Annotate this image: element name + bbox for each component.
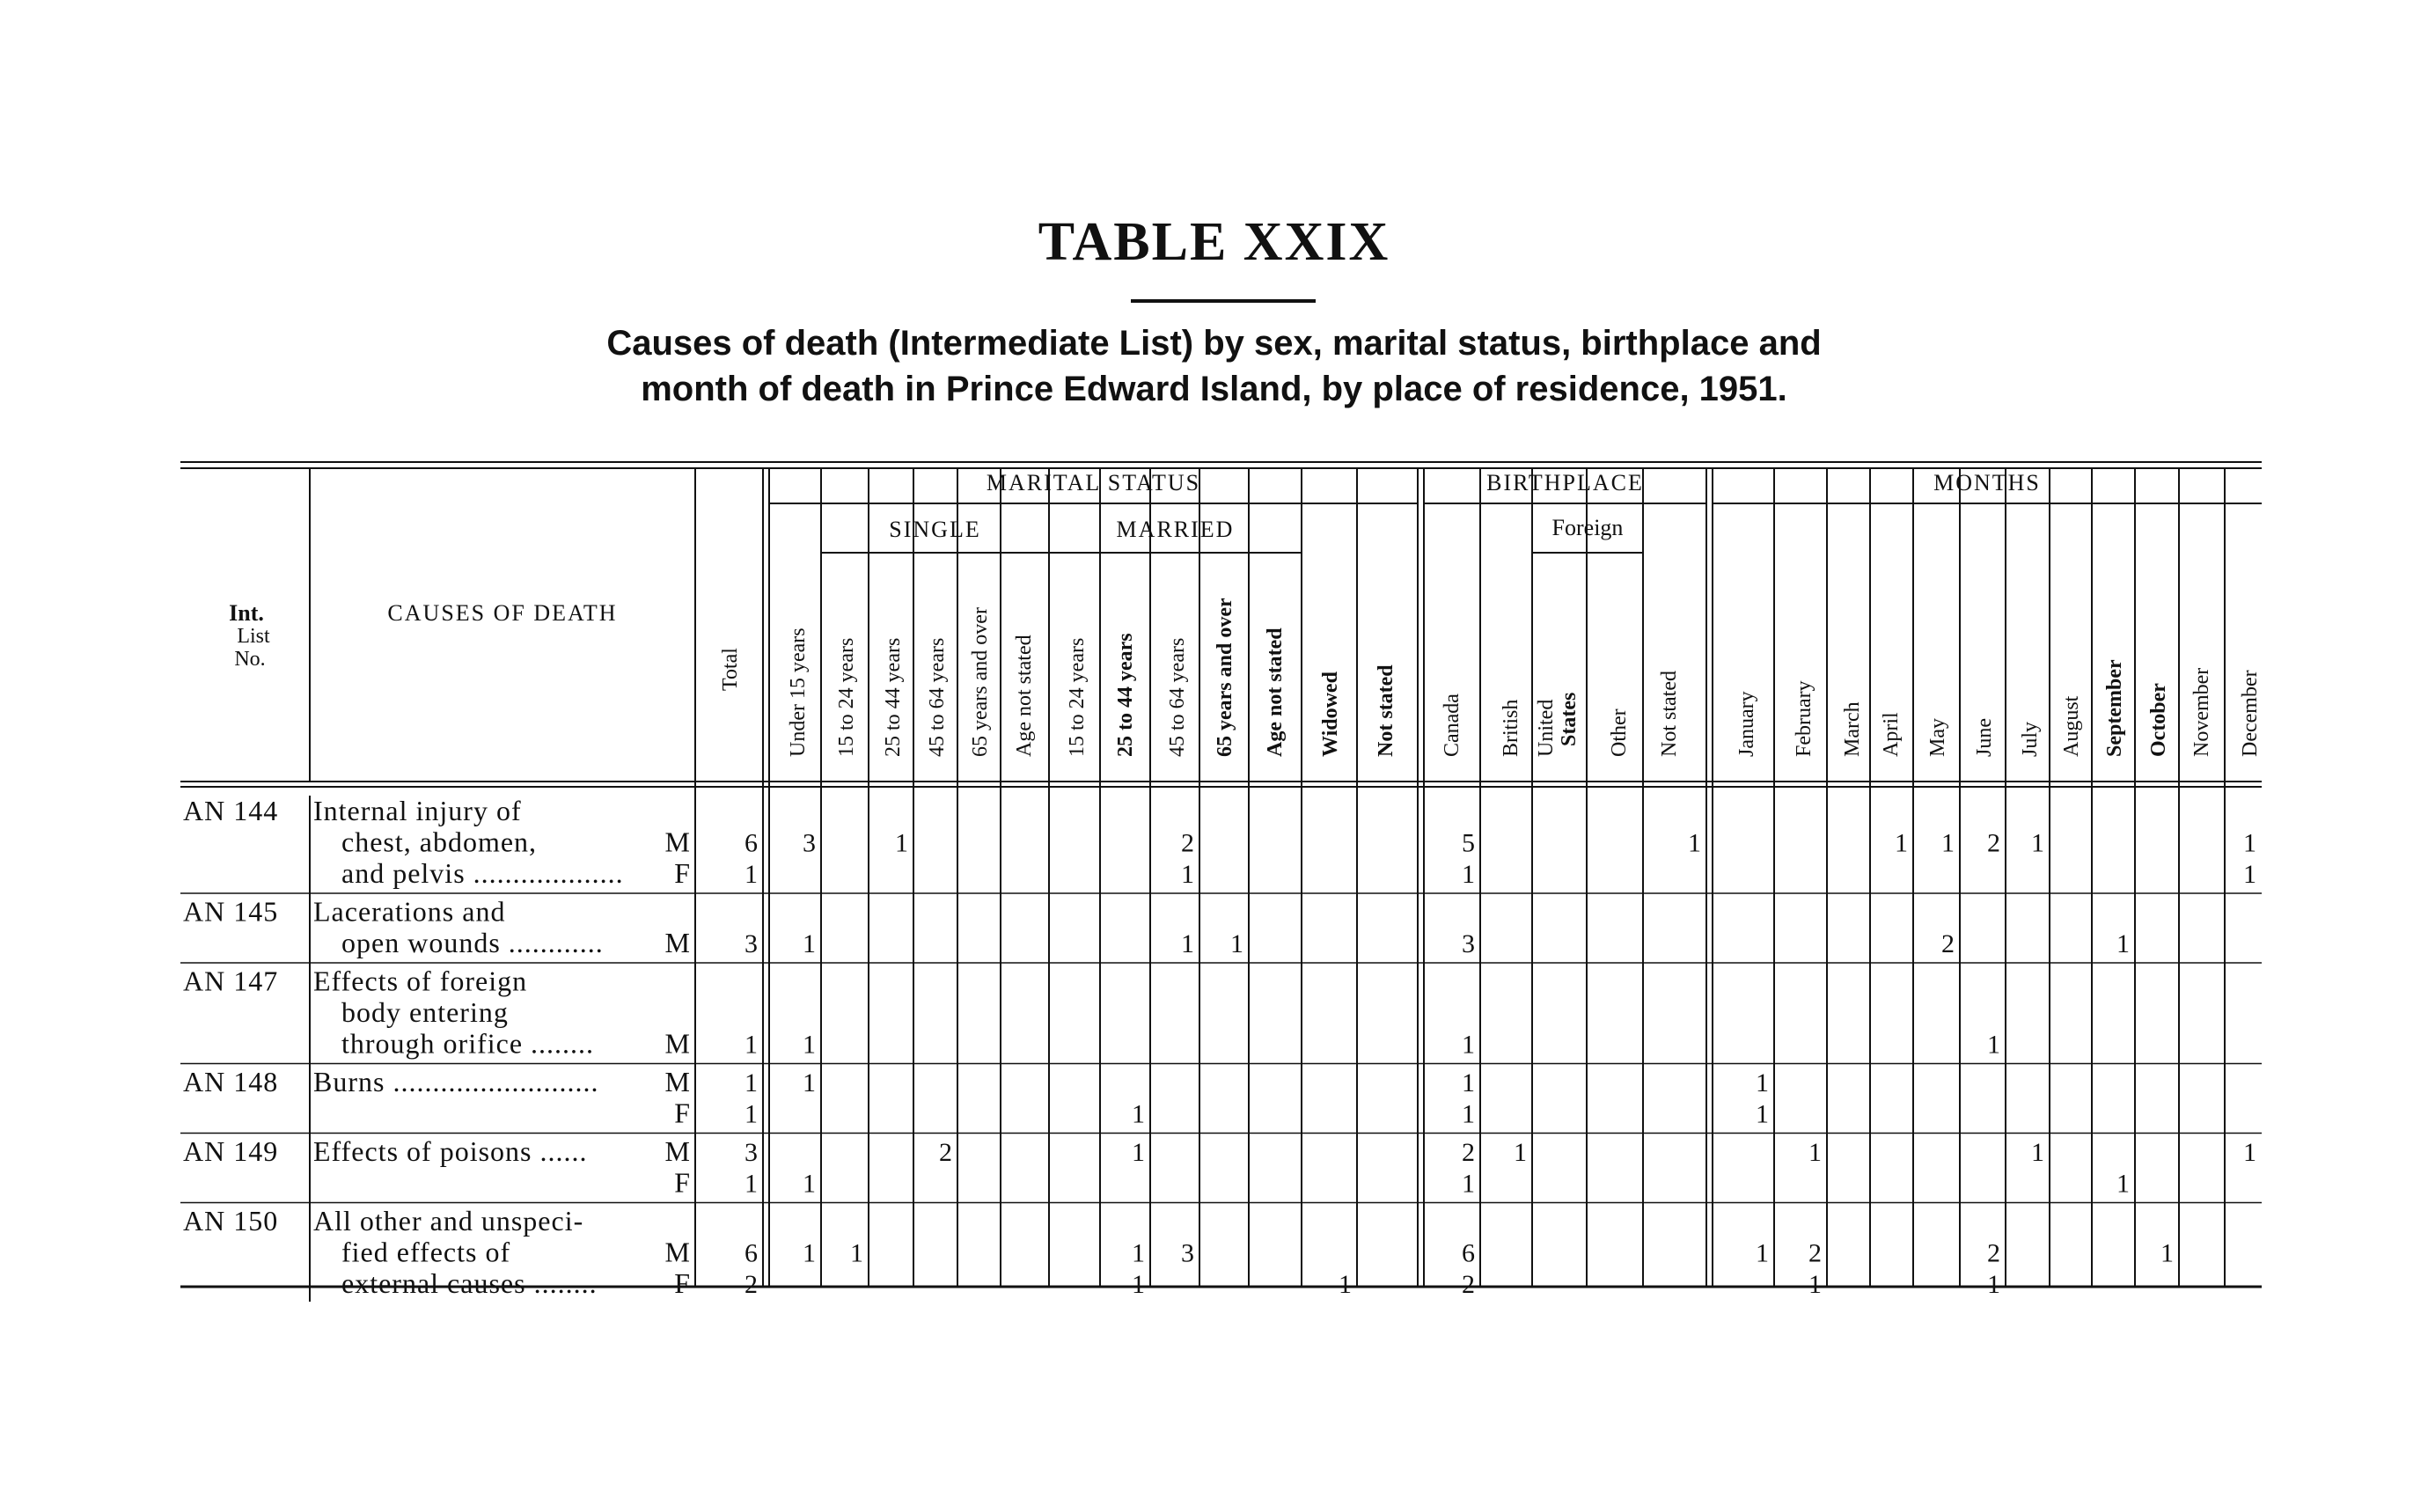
cause-code: AN 147	[183, 965, 279, 997]
cause-text: body entering	[341, 996, 509, 1028]
cell-value: 1	[2116, 1169, 2130, 1199]
cell-value: 2	[1462, 1270, 1475, 1299]
column-header: 45 to 64 years	[1166, 637, 1189, 757]
header-married: MARRIED	[1116, 517, 1235, 542]
cell-value: 1	[745, 1030, 758, 1060]
cause-text: Burns ..........................	[313, 1066, 599, 1097]
column-header: Widowed	[1319, 672, 1342, 757]
cell-value: 1	[1756, 1099, 1769, 1129]
header-marital-status: MARITAL STATUS	[986, 470, 1201, 495]
header-foreign: Foreign	[1551, 515, 1624, 540]
cause-code: AN 144	[183, 795, 279, 826]
cause-code: AN 150	[183, 1205, 279, 1237]
cell-value: 1	[1132, 1270, 1145, 1299]
cell-value: 1	[803, 1030, 816, 1060]
cause-text: open wounds ............	[341, 927, 604, 958]
column-header: 65 years and over	[969, 607, 992, 757]
cause-text: Effects of poisons ......	[313, 1135, 588, 1167]
cause-code: AN 149	[183, 1135, 279, 1167]
cell-value: 1	[1808, 1270, 1822, 1299]
cause-code: AN 145	[183, 895, 279, 928]
subtitle-line-2: month of death in Prince Edward Island, by place of residence, 1951.	[641, 370, 1787, 408]
cell-value: 1	[1895, 828, 1908, 858]
cell-value: 2	[1987, 1238, 2000, 1268]
cell-value: 1	[1688, 828, 1701, 858]
column-header: April	[1880, 712, 1903, 757]
header-single: SINGLE	[889, 517, 981, 542]
cell-value: 1	[745, 1099, 758, 1129]
cause-text: Lacerations and	[313, 895, 506, 928]
cell-value: 3	[745, 929, 758, 958]
cell-value: 1	[1132, 1238, 1145, 1268]
cell-value: 6	[1462, 1238, 1475, 1268]
column-header: September	[2103, 659, 2126, 757]
cell-value: 6	[745, 828, 758, 858]
cell-value: 3	[1181, 1238, 1194, 1268]
cell-value: 2	[939, 1138, 952, 1167]
column-header: UnitedStates	[1535, 692, 1581, 757]
sex-label: M	[664, 1066, 690, 1097]
cell-value: 1	[2031, 1138, 2044, 1167]
cell-value: 2	[1987, 828, 2000, 858]
cell-value: 1	[1181, 860, 1194, 889]
column-header: Not stated	[1658, 671, 1681, 757]
column-header: 25 to 44 years	[1114, 633, 1137, 757]
sex-label: M	[664, 826, 690, 858]
column-header: July	[2019, 721, 2042, 757]
cell-value: 1	[1756, 1238, 1769, 1268]
cell-value: 2	[1462, 1138, 1475, 1167]
cell-value: 2	[745, 1270, 758, 1299]
cause-text: through orifice ........	[341, 1027, 595, 1060]
column-header: August	[2060, 695, 2083, 757]
cause-text: All other and unspeci-	[313, 1205, 584, 1237]
cell-value: 1	[803, 1068, 816, 1097]
header-months: MONTHS	[1933, 470, 2041, 495]
cause-text: Effects of foreign	[313, 965, 528, 997]
column-header: January	[1735, 691, 1758, 757]
column-header: Age not stated	[1013, 635, 1036, 757]
column-header: Not stated	[1375, 664, 1397, 757]
cell-value: 1	[1132, 1138, 1145, 1167]
cell-value: 1	[895, 828, 908, 858]
cause-text: chest, abdomen,	[341, 826, 538, 858]
header-int: Int.	[229, 600, 264, 626]
column-header: October	[2147, 683, 2170, 757]
column-header: Canada	[1441, 694, 1463, 757]
sex-label: M	[664, 927, 690, 958]
cell-value: 1	[1808, 1138, 1822, 1167]
cell-value: 5	[1462, 828, 1475, 858]
cell-value: 1	[1987, 1030, 2000, 1060]
cell-value: 2	[1808, 1238, 1822, 1268]
sex-label: F	[674, 857, 690, 889]
cell-value: 6	[745, 1238, 758, 1268]
cell-value: 1	[1514, 1138, 1527, 1167]
cell-value: 1	[1462, 1099, 1475, 1129]
cell-value: 1	[2243, 860, 2256, 889]
sex-label: F	[674, 1166, 690, 1199]
cell-value: 1	[1756, 1068, 1769, 1097]
cell-value: 1	[1462, 860, 1475, 889]
column-header: 25 to 44 years	[882, 637, 905, 757]
sex-label: F	[674, 1097, 690, 1129]
header-causes: CAUSES OF DEATH	[387, 600, 618, 626]
cell-value: 1	[745, 1068, 758, 1097]
cell-value: 1	[803, 929, 816, 958]
cell-value: 1	[2160, 1238, 2174, 1268]
cell-value: 1	[2031, 828, 2044, 858]
cause-text: external causes ........	[341, 1267, 598, 1299]
page-title: TABLE XXIX	[1038, 212, 1390, 272]
cell-value: 1	[745, 1169, 758, 1199]
sex-label: M	[664, 1236, 690, 1268]
sex-label: F	[674, 1267, 690, 1299]
column-header: June	[1973, 718, 1996, 757]
column-header: Age not stated	[1264, 628, 1287, 757]
sex-label: M	[664, 1135, 690, 1167]
cause-text: Internal injury of	[313, 795, 522, 826]
cell-value: 1	[803, 1169, 816, 1199]
cell-value: 2	[1941, 929, 1955, 958]
cell-value: 1	[1181, 929, 1194, 958]
subtitle-line-1: Causes of death (Intermediate List) by sex, marital status, birthplace and	[606, 324, 1822, 363]
cell-value: 3	[745, 1138, 758, 1167]
column-header: 15 to 24 years	[835, 637, 858, 757]
cell-value: 1	[2116, 929, 2130, 958]
column-header: March	[1841, 701, 1864, 757]
cell-value: 1	[1941, 828, 1955, 858]
cell-value: 1	[2243, 828, 2256, 858]
column-header: Total	[719, 648, 742, 691]
cell-value: 1	[803, 1238, 816, 1268]
column-header: 15 to 24 years	[1066, 637, 1089, 757]
cell-value: 2	[1181, 828, 1194, 858]
cell-value: 1	[1462, 1030, 1475, 1060]
column-header: 65 years and over	[1214, 598, 1236, 757]
header-no: No.	[234, 648, 266, 671]
cause-text: and pelvis ...................	[341, 857, 624, 889]
column-header: Other	[1608, 708, 1631, 757]
cell-value: 1	[1230, 929, 1243, 958]
cell-value: 1	[1132, 1099, 1145, 1129]
header-list: List	[237, 625, 270, 648]
cell-value: 1	[2243, 1138, 2256, 1167]
header-birthplace: BIRTHPLACE	[1486, 470, 1644, 495]
column-header: February	[1793, 680, 1815, 757]
column-header: 45 to 64 years	[926, 637, 949, 757]
cell-value: 1	[1339, 1270, 1352, 1299]
cell-value: 3	[1462, 929, 1475, 958]
column-header: November	[2190, 667, 2213, 757]
cell-value: 1	[1462, 1068, 1475, 1097]
cause-text: fied effects of	[341, 1236, 511, 1268]
cell-value: 1	[1987, 1270, 2000, 1299]
cell-value: 1	[1462, 1169, 1475, 1199]
cell-value: 3	[803, 828, 816, 858]
sex-label: M	[664, 1027, 690, 1060]
column-header: December	[2239, 670, 2262, 757]
cell-value: 1	[745, 860, 758, 889]
cause-code: AN 148	[183, 1066, 279, 1097]
column-header: Under 15 years	[787, 628, 810, 757]
column-header: British	[1500, 699, 1522, 757]
cell-value: 1	[850, 1238, 863, 1268]
column-header: May	[1926, 718, 1949, 757]
